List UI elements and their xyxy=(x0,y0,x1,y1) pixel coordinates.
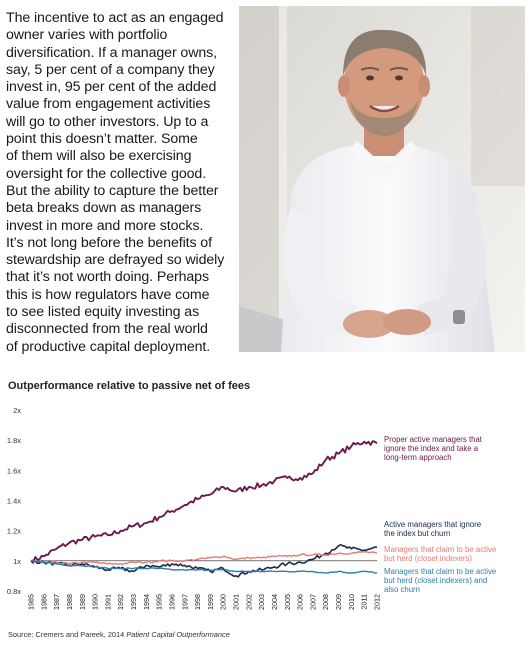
legend-label-2: the index but churn xyxy=(384,529,451,538)
legend-label-1: Proper active managers that xyxy=(384,435,482,444)
article-line: oversight for the collective good. xyxy=(6,165,207,182)
x-tick-label: 1986 xyxy=(39,594,49,610)
article-line: It’s not long before the benefits of xyxy=(6,234,212,251)
x-tick-label: 2012 xyxy=(372,594,382,610)
x-tick-label: 1990 xyxy=(90,594,100,610)
outperformance-chart xyxy=(0,396,531,630)
legend-label-1: long-term approach xyxy=(384,453,452,462)
x-tick-label: 1999 xyxy=(205,594,215,610)
article-line: stewardship are defrayed so widely xyxy=(6,252,225,269)
x-tick-label: 2011 xyxy=(359,594,369,610)
x-tick-label: 1994 xyxy=(141,594,151,610)
article-line: But the ability to capture the better xyxy=(6,182,219,199)
portrait-illustration xyxy=(239,6,525,352)
x-tick-label: 2010 xyxy=(346,594,356,610)
x-tick-label: 2005 xyxy=(282,594,292,610)
legend-label-2: Active managers that ignore xyxy=(384,520,482,529)
article-line: to see listed equity investing as xyxy=(6,304,200,321)
series-line-1 xyxy=(31,441,377,563)
article-line: The incentive to act as an engaged xyxy=(6,10,224,26)
x-tick-label: 1993 xyxy=(129,594,139,610)
x-tick-label: 1998 xyxy=(193,594,203,610)
article-line: of productive capital deployment. xyxy=(6,338,211,355)
article-line: disconnected from the real world xyxy=(6,321,208,338)
article-line: point this doesn’t matter. Some xyxy=(6,131,198,148)
y-tick-label: 1.4x xyxy=(6,496,21,506)
y-tick-label: 0.8x xyxy=(6,587,21,596)
article-line: this is how regulators have come xyxy=(6,286,210,303)
y-tick-label: 1.6x xyxy=(6,466,21,476)
x-tick-label: 2004 xyxy=(269,594,279,610)
x-tick-label: 1987 xyxy=(52,594,62,610)
article-line: owner varies with portfolio xyxy=(6,27,168,44)
legend-label-4: but herd (closet indexers) and xyxy=(384,576,488,585)
y-tick-label: 1x xyxy=(13,556,21,566)
x-tick-label: 1989 xyxy=(77,594,87,610)
article-line: invest in, 95 per cent of the added xyxy=(6,79,217,96)
x-tick-label: 2001 xyxy=(231,594,241,610)
article-line: will go to other investors. Up to a xyxy=(6,113,209,130)
x-tick-label: 2007 xyxy=(308,594,318,610)
article-line: diversification. If a manager owns, xyxy=(6,44,217,61)
x-tick-label: 1995 xyxy=(154,594,164,610)
y-tick-label: 1.8x xyxy=(6,436,21,446)
legend-label-4: also churn xyxy=(384,585,420,594)
article-line: that it’s not worth doing. Perhaps xyxy=(6,269,209,286)
x-tick-label: 2003 xyxy=(257,594,267,610)
source-prefix: Source: Cremers and Pareek, 2014 xyxy=(8,630,127,639)
x-tick-label: 2009 xyxy=(334,594,344,610)
x-tick-label: 1997 xyxy=(180,594,190,610)
x-tick-label: 2008 xyxy=(321,594,331,610)
source-italic: Patient Capital Outperformance xyxy=(126,630,230,639)
article-line: beta breaks down as managers xyxy=(6,200,202,217)
article-text xyxy=(6,10,238,356)
x-tick-label: 2006 xyxy=(295,594,305,610)
article-line: say, 5 per cent of a company they xyxy=(6,61,215,78)
x-tick-label: 2000 xyxy=(218,594,228,610)
portrait-photo xyxy=(239,6,525,352)
x-tick-label: 1991 xyxy=(103,594,113,610)
article-line: of them will also be exercising xyxy=(6,148,192,165)
legend-label-3: but herd (closet indexers) xyxy=(384,554,472,563)
x-tick-label: 1985 xyxy=(26,594,36,610)
legend-label-3: Managers that claim to be active xyxy=(384,545,497,554)
legend-label-4: Managers that claim to be active xyxy=(384,567,497,576)
chart-source xyxy=(8,630,230,639)
legend-label-1: ignore the index and take a xyxy=(384,444,479,453)
y-tick-label: 2x xyxy=(13,406,21,415)
article-line: invest in more and more stocks. xyxy=(6,217,204,234)
x-tick-label: 1996 xyxy=(167,594,177,610)
y-tick-label: 1.2x xyxy=(6,526,21,536)
x-tick-label: 1988 xyxy=(64,594,74,610)
x-tick-label: 1992 xyxy=(116,594,126,610)
x-tick-label: 2002 xyxy=(244,594,254,610)
chart-title: Outperformance relative to passive net of fees xyxy=(8,380,251,392)
article-line: value from engagement activities xyxy=(6,96,211,113)
